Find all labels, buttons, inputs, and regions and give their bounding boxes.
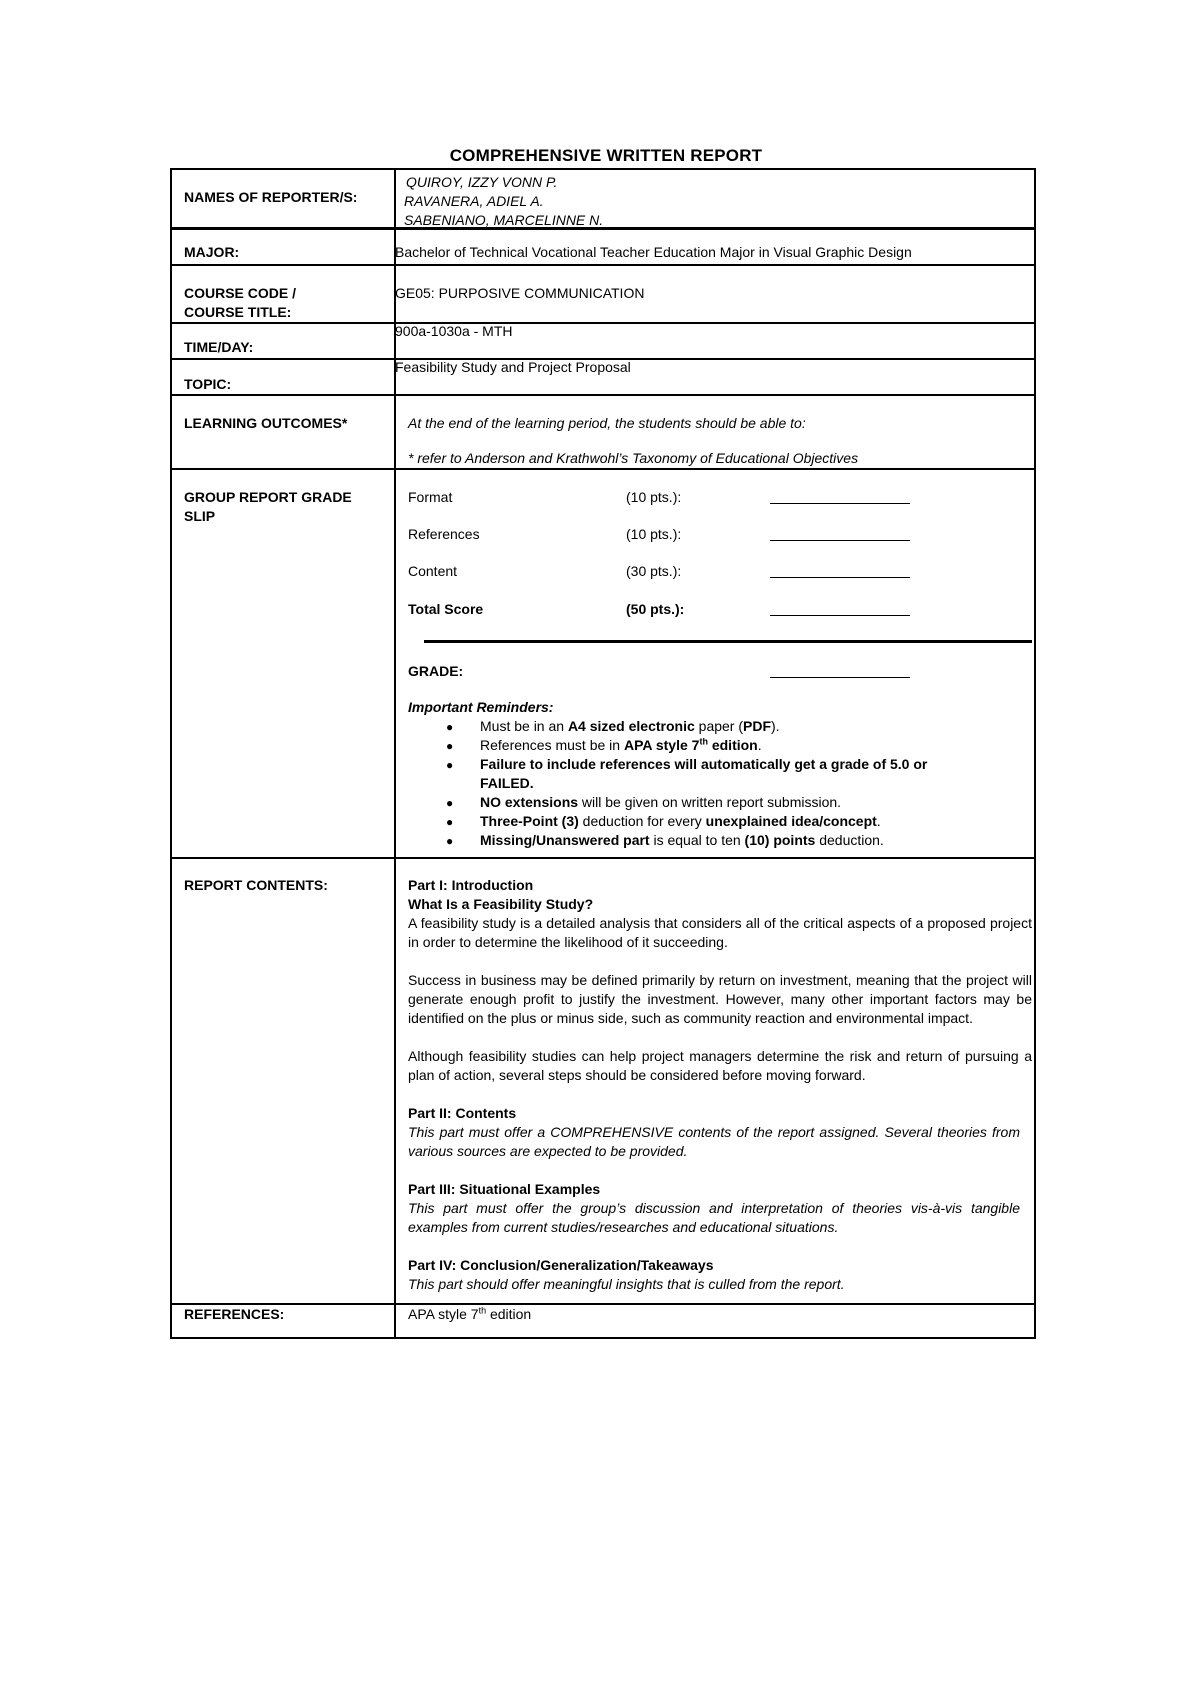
reminders-title: Important Reminders: bbox=[408, 699, 554, 715]
grade-item-points: (10 pts.): bbox=[626, 526, 682, 542]
part1-paragraph: Although feasibility studies can help project managers determine the risk and return of pursuing a plan of action, several steps should be considered before moving forward. bbox=[408, 1048, 1032, 1083]
reminders-list bbox=[408, 717, 1030, 850]
reporter-name: RAVANERA, ADIEL A. bbox=[404, 193, 544, 209]
references-label: REFERENCES: bbox=[184, 1306, 285, 1322]
score-blank bbox=[770, 503, 910, 504]
reminder-item: ● References must be in APA style 7th edition. bbox=[408, 736, 1030, 755]
grade-item-name: Content bbox=[408, 563, 458, 579]
grade-label: GRADE: bbox=[408, 663, 464, 679]
document-title: COMPREHENSIVE WRITTEN REPORT bbox=[449, 146, 763, 165]
reminder-item: ● Missing/Unanswered part is equal to ten (10) points deduction. bbox=[408, 831, 1030, 850]
total-separator-line bbox=[424, 640, 1032, 643]
total-score-label: Total Score bbox=[408, 601, 484, 617]
reminder-item: ● Three-Point (3) deduction for every unexplained idea/concept. bbox=[408, 812, 1030, 831]
reminder-item: ● Failure to include references will automatically get a grade of 5.0 or FAILED. bbox=[446, 756, 928, 791]
names-label: NAMES OF REPORTER/S: bbox=[184, 189, 358, 205]
references-value: APA style 7th edition bbox=[408, 1305, 532, 1322]
topic-label: TOPIC: bbox=[184, 376, 232, 392]
bullet-icon: ● bbox=[446, 796, 454, 810]
report-contents-label: REPORT CONTENTS: bbox=[184, 877, 328, 893]
major-value: Bachelor of Technical Vocational Teacher Education Major in Visual Graphic Design bbox=[395, 244, 912, 260]
part4-title: Part IV: Conclusion/Generalization/Takeaways bbox=[408, 1257, 714, 1273]
bullet-icon: ● bbox=[446, 815, 454, 829]
grade-item-name: Format bbox=[408, 489, 453, 505]
part3-title: Part III: Situational Examples bbox=[408, 1181, 601, 1197]
column-divider bbox=[394, 170, 396, 1337]
outcomes-line: At the end of the learning period, the students should be able to: bbox=[408, 415, 806, 431]
score-blank bbox=[770, 577, 910, 578]
bullet-icon: ● bbox=[446, 758, 454, 772]
part2-title: Part II: Contents bbox=[408, 1105, 517, 1121]
part1-paragraph: Success in business may be defined primarily by return on investment, meaning that the project will generate enough profit to justify the investment. However, many other important factors may be identified on the plus or minus side, such as community reaction and environmental impact. bbox=[408, 972, 1032, 1026]
major-label: MAJOR: bbox=[184, 244, 240, 260]
bullet-icon: ● bbox=[446, 739, 454, 753]
part1-subtitle: What Is a Feasibility Study? bbox=[408, 896, 594, 912]
outcomes-note: * refer to Anderson and Krathwohl’s Taxonomy of Educational Objectives bbox=[408, 450, 859, 466]
grade-slip-label: GROUP REPORT GRADE SLIP bbox=[184, 489, 352, 524]
course-value: GE05: PURPOSIVE COMMUNICATION bbox=[395, 285, 645, 301]
part2-text: This part must offer a COMPREHENSIVE contents of the report assigned. Several theories from various sources are expected to be provided. bbox=[408, 1124, 1020, 1159]
part3-text: This part must offer the group’s discussion and interpretation of theories vis-à-vis tangible examples from current studies/researches and educational situations. bbox=[408, 1200, 1020, 1235]
reporter-name: SABENIANO, MARCELINNE N. bbox=[404, 212, 604, 228]
reporter-name: QUIROY, IZZY VONN P. bbox=[406, 174, 558, 190]
reminder-item: ● NO extensions will be given on written report submission. bbox=[408, 793, 1030, 812]
row-divider bbox=[172, 322, 1034, 324]
score-blank bbox=[770, 615, 910, 616]
row-divider bbox=[172, 468, 1034, 470]
time-label: TIME/DAY: bbox=[184, 339, 254, 355]
grade-item-name: References bbox=[408, 526, 480, 542]
report-form bbox=[170, 168, 1036, 1339]
time-value: 900a-1030a - MTH bbox=[395, 323, 513, 339]
report-contents-body bbox=[408, 876, 1032, 1294]
total-score-points: (50 pts.): bbox=[626, 601, 685, 617]
grade-blank bbox=[770, 677, 910, 678]
row-divider bbox=[172, 394, 1034, 396]
part1-title: Part I: Introduction bbox=[408, 877, 534, 893]
outcomes-label: LEARNING OUTCOMES* bbox=[184, 415, 348, 431]
course-label: COURSE CODE / COURSE TITLE: bbox=[184, 285, 297, 320]
reminder-item: ● Must be in an A4 sized electronic paper (PDF). bbox=[408, 717, 1030, 736]
row-divider bbox=[172, 1303, 1034, 1305]
topic-value: Feasibility Study and Project Proposal bbox=[395, 359, 631, 375]
part1-paragraph: A feasibility study is a detailed analysis that considers all of the critical aspects of a proposed project in order to determine the likelihood of it succeeding. bbox=[408, 915, 1032, 950]
grade-item-points: (30 pts.): bbox=[626, 563, 682, 579]
bullet-icon: ● bbox=[446, 720, 454, 734]
bullet-icon: ● bbox=[446, 834, 454, 848]
score-blank bbox=[770, 540, 910, 541]
row-divider bbox=[172, 264, 1034, 266]
row-divider bbox=[172, 857, 1034, 859]
part4-text: This part should offer meaningful insights that is culled from the report. bbox=[408, 1276, 845, 1292]
grade-item-points: (10 pts.): bbox=[626, 489, 682, 505]
